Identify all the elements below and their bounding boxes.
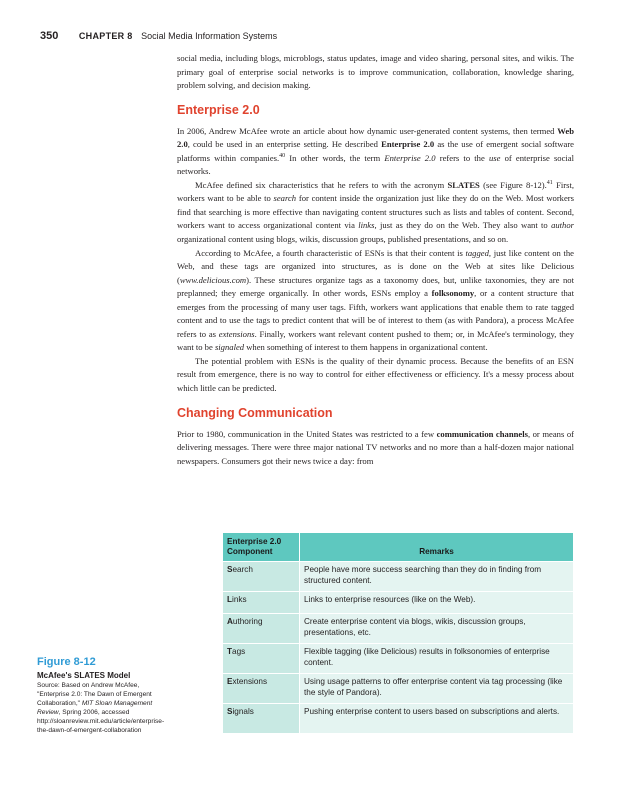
figure-source: Source: Based on Andrew McAfee, "Enterprise 2.0: The Dawn of Emergent Collaboration," MIT Sloan Management Review, Spring 2006, accessed http://sloanreview.mit.edu/article/enterprise-the-dawn-of-emergent-collaboration xyxy=(37,682,165,734)
component-cell: Links xyxy=(223,592,300,614)
component-cell: Authoring xyxy=(223,614,300,644)
remark-cell: People have more success searching than they do in finding from structured content. xyxy=(300,562,574,592)
remark-cell: Create enterprise content via blogs, wikis, discussion groups, presentations, etc. xyxy=(300,614,574,644)
chapter-label: CHAPTER 8 xyxy=(78,31,133,41)
table-row xyxy=(223,592,574,614)
component-cell: Extensions xyxy=(223,674,300,704)
body-column xyxy=(177,52,574,468)
component-cell: Search xyxy=(223,562,300,592)
section-heading-changing-communication: Changing Communication xyxy=(177,405,333,420)
table-row xyxy=(223,704,574,734)
remark-cell: Flexible tagging (like Delicious) results in folksonomies of enterprise content. xyxy=(300,644,574,674)
page-number: 350 xyxy=(40,30,59,42)
paragraph: McAfee defined six characteristics that he refers to with the acronym SLATES (see Figure 8-12).$^{41}$ First, workers want to be able to search for content inside the organization just like they do on the Web. Most workers find that searching is more effective than navigating content structures such as lists and tables of content. Second, workers want to access organizational content via links, just as they do on the Web. They also want to author organizational content using blogs, wikis, discussion groups, published presentations, and so on. xyxy=(177,179,575,245)
table-row xyxy=(223,644,574,674)
remark-cell: Pushing enterprise content to users based on subscriptions and alerts. xyxy=(300,704,574,734)
paragraph: The potential problem with ESNs is the quality of their dynamic process. Because the benefits of an ESN result from emergence, there is no way to control for either effectiveness or efficiency. It's a messy process about which little can be predicted. xyxy=(177,355,574,394)
slates-table xyxy=(222,532,574,734)
table-row xyxy=(223,562,574,592)
table-row xyxy=(223,614,574,644)
figure-title: McAfee's SLATES Model xyxy=(37,671,131,680)
table-row xyxy=(223,674,574,704)
remark-cell: Using usage patterns to offer enterprise content via tag processing (like the style of Pandora). xyxy=(300,674,574,704)
column-header-remarks: Remarks xyxy=(300,533,574,562)
remark-cell: Links to enterprise resources (like on the Web). xyxy=(300,592,574,614)
figure-caption xyxy=(37,656,172,735)
column-header-component: Enterprise 2.0 Component xyxy=(223,533,300,562)
intro-paragraph: social media, including blogs, microblogs, status updates, image and video sharing, personal sites, and wikis. The primary goal of enterprise social networks is to improve communication, collaboration, knowledge sharing, problem solving, and decision making. xyxy=(177,53,574,91)
paragraph: Prior to 1980, communication in the United States was restricted to a few communication channels, or means of delivering messages. There were three major national TV networks and no more than a half-dozen major national newspapers. Consumers got their news twice a day: from xyxy=(177,428,574,466)
running-head xyxy=(40,30,585,42)
section-heading-enterprise-2: Enterprise 2.0 xyxy=(177,102,260,117)
paragraph: In 2006, Andrew McAfee wrote an article about how dynamic user-generated content systems, then termed Web 2.0, could be used in an enterprise setting. He described Enterprise 2.0 as the use of emergent social software platforms within companies.$^{40}$ In other words, the term Enterprise 2.0 refers to the use of enterprise social networks. xyxy=(177,125,575,177)
footnote-ref: 41 xyxy=(546,179,553,186)
paragraph: According to McAfee, a fourth characteristic of ESNs is that their content is tagged, just like content on the Web, and these tags are organized into structures, as is done on the Web at sites like Delicious (www.delicious.com). These structures organize tags as a taxonomy does, but, unlike taxonomies, they are not preplanned; they emerge organically. In other words, ESNs employ a folksonomy, or a content structure that emerges from the processing of many user tags. Fifth, workers want applications that enable them to rate tagged content and to use the tags to predict content that will be of interest to them (as with Pandora), a process McAfee refers to as extensions. Finally, workers want relevant content pushed to them; or, in McAfee's terminology, they want to be signaled when something of interest to them happens in organizational content. xyxy=(177,247,574,353)
chapter-title: Social Media Information Systems xyxy=(141,31,278,41)
component-cell: Signals xyxy=(223,704,300,734)
footnote-ref: 40 xyxy=(279,152,286,159)
component-cell: Tags xyxy=(223,644,300,674)
table-header-row xyxy=(223,533,574,562)
figure-label: Figure 8-12 xyxy=(37,656,96,668)
